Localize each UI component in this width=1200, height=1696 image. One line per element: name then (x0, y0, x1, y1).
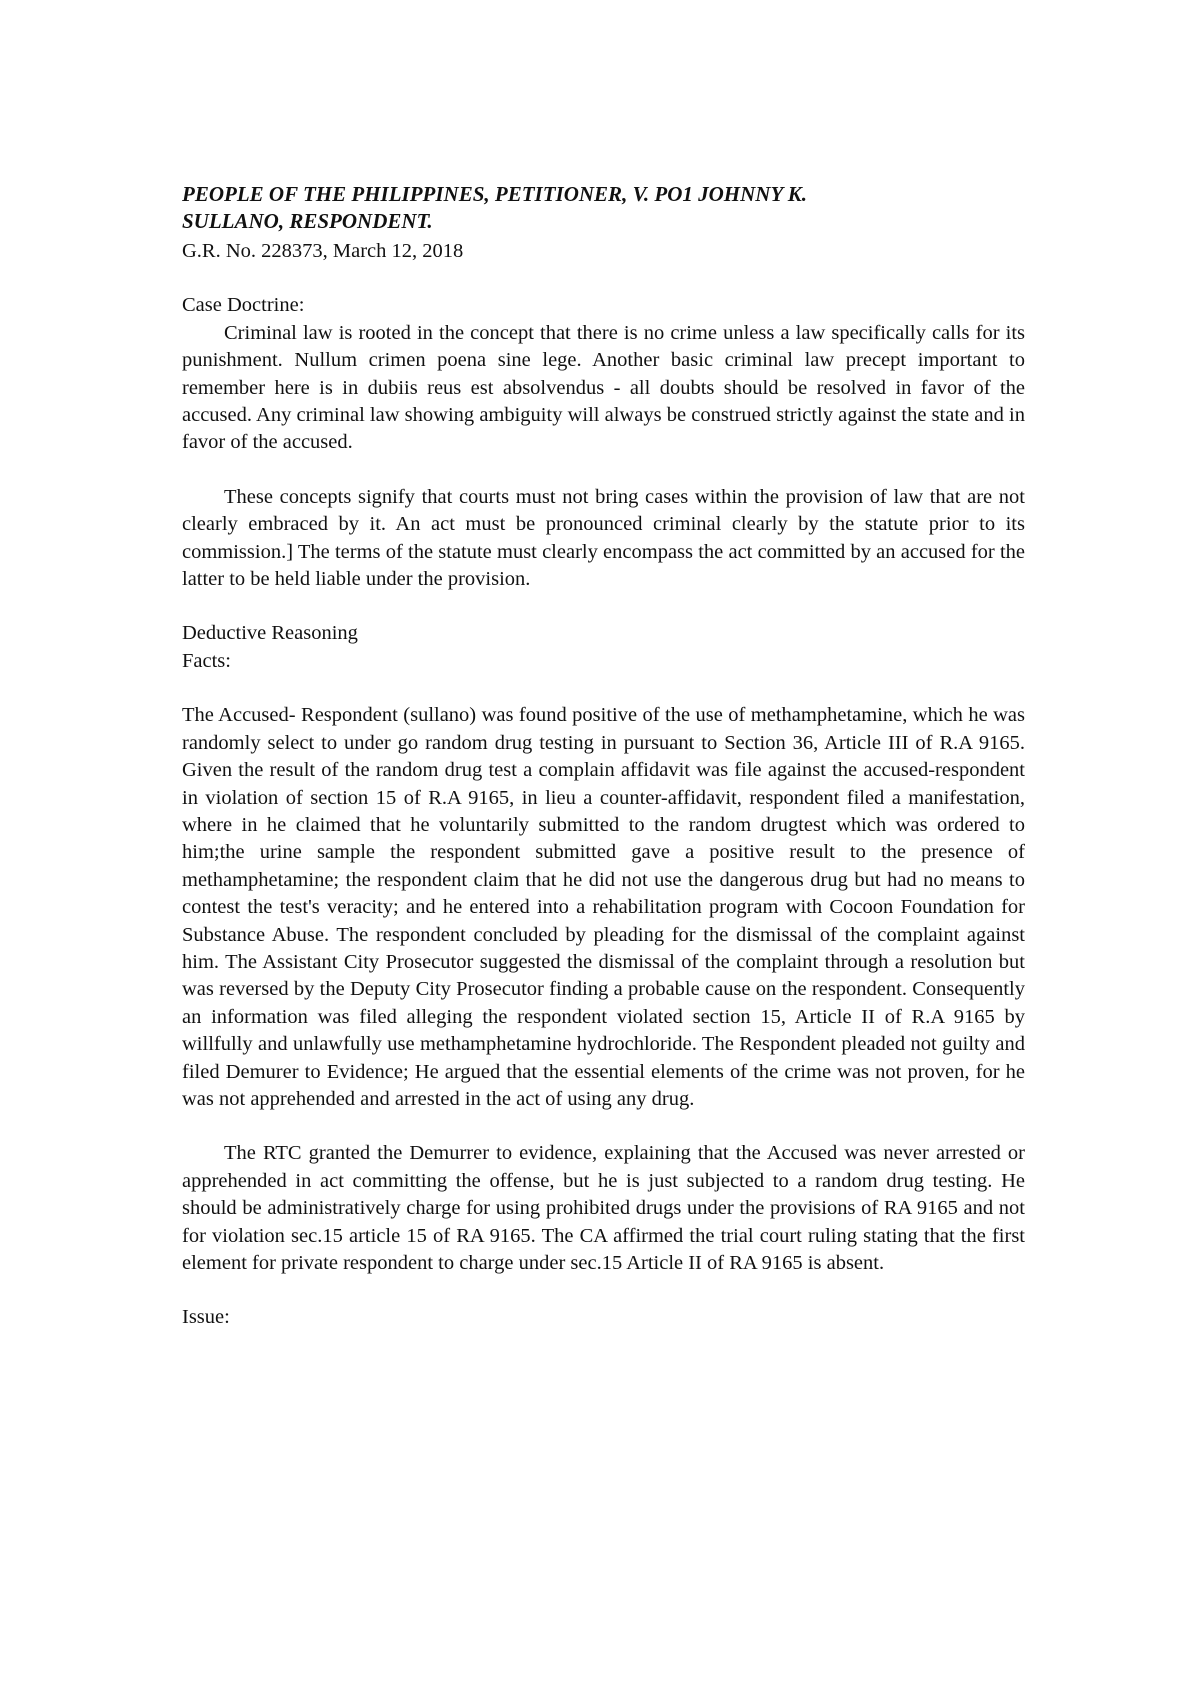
spacer (182, 1277, 1025, 1304)
case-title-line1: PEOPLE OF THE PHILIPPINES, PETITIONER, V. PO1 JOHNNY K. (182, 182, 807, 206)
document-body (182, 181, 1025, 1332)
case-title (182, 181, 1025, 235)
spacer (182, 675, 1025, 702)
issue-heading: Issue: (182, 1306, 230, 1329)
rtc-ruling-paragraph: The RTC granted the Demurrer to evidence, explaining that the Accused was never arrested or apprehended in act committing the offense, but he is just subjected to a random drug testing. He should be administratively charge for using prohibited drugs under the provisions of RA 9165 and not for violation sec.15 article 15 of RA 9165. The CA affirmed the trial court ruling stating that the first element for private respondent to charge under sec.15 Article II of RA 9165 is absent. (182, 1142, 1025, 1274)
spacer (182, 457, 1025, 484)
doctrine-paragraph-2: These concepts signify that courts must not bring cases within the provision of law that are not clearly embraced by it. An act must be pronounced criminal clearly by the statute prior to its commission.] The terms of the statute must clearly encompass the act committed by an accused for the latter to be held liable under the provision. (182, 485, 1025, 591)
spacer (182, 593, 1025, 620)
doctrine-paragraph-1: Criminal law is rooted in the concept that there is no crime unless a law specifically calls for its punishment. Nullum crimen poena sine lege. Another basic criminal law precept important to remember here is in dubiis reus est absolvendus - all doubts should be resolved in favor of the accused. Any criminal law showing ambiguity will always be construed strictly against the state and in favor of the accused. (182, 321, 1025, 454)
case-citation: G.R. No. 228373, March 12, 2018 (182, 240, 464, 262)
case-doctrine-heading: Case Doctrine: (182, 294, 305, 317)
facts-heading: Facts: (182, 649, 231, 672)
spacer (182, 1113, 1025, 1140)
spacer (182, 265, 1025, 292)
case-title-line2: SULLANO, RESPONDENT. (182, 209, 433, 233)
facts-paragraph: The Accused- Respondent (sullano) was found positive of the use of methamphetamine, which he was randomly select to under go random drug testing in pursuant to Section 36, Article III of R.A 9165. Given the result of the random drug test a complain affidavit was file against the accused-respondent in violation of section 15 of R.A 9165, in lieu a counter-affidavit, respondent filed a manifestation, where in he claimed that he voluntarily submitted to the random drugtest which was ordered to him;the urine sample the respondent submitted gave a positive result to the presence of methamphetamine; the respondent claim that he did not use the dangerous drug but had no means to contest the test's veracity; and he entered into a rehabilitation program with Cocoon Foundation for Substance Abuse. The respondent concluded by pleading for the dismissal of the complaint against him. The Assistant City Prosecutor suggested the dismissal of the complaint through a resolution but was reversed by the Deputy City Prosecutor finding a probable cause on the respondent. Consequently an information was filed alleging the respondent violated section 15, Article II of R.A 9165 by willfully and unlawfully use methamphetamine hydrochloride. The Respondent pleaded not guilty and filed Demurer to Evidence; He argued that the essential elements of the crime was not proven, for he was not apprehended and arrested in the act of using any drug. (182, 704, 1025, 1110)
deductive-reasoning-heading: Deductive Reasoning (182, 622, 358, 645)
